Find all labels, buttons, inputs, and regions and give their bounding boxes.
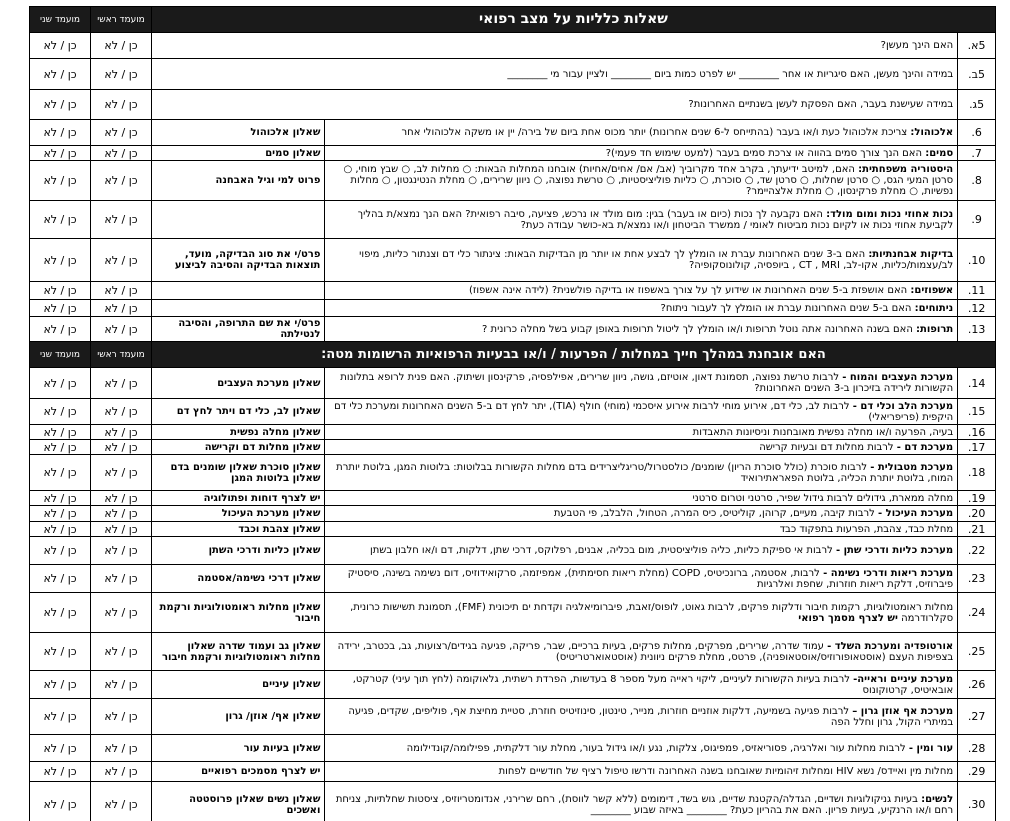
question-text: סמים: האם הנך צורך סמים בהווה או צרכת סמים בעבר (למעט שימוש חד פעמי)? <box>325 146 958 161</box>
question-number: 13. <box>958 317 996 342</box>
answer-primary[interactable]: כן / לא <box>91 161 152 201</box>
answer-secondary[interactable]: כן / לא <box>30 491 91 506</box>
question-number: 24. <box>958 593 996 633</box>
question-number: 8. <box>958 161 996 201</box>
section-header-general <box>30 7 996 33</box>
question-row <box>30 782 996 821</box>
question-number: 5א. <box>958 33 996 59</box>
question-row <box>30 300 996 317</box>
question-number: 6. <box>958 120 996 146</box>
answer-primary[interactable]: כן / לא <box>91 782 152 821</box>
reference-form <box>151 201 324 239</box>
question-number: 11. <box>958 282 996 300</box>
question-number: 15. <box>958 399 996 425</box>
question-text: מערכת אף אוזן גרון – לרבות פגיעה בשמיעה, דלקות אוזניים חוזרות, מנייר, טינטון, סינוזיטיס חוזרת, סטיית מחיצת אף, פוליפים, שקדים, פגיעה במיתרי הקול, גרון וחלל הפה <box>325 699 958 735</box>
question-text: מערכת הלב וכלי דם - לרבות לב, כלי דם, אירוע מוחי לרבות אירוע איסכמי (מוחי) חולף (TIA), יתר לחץ דם ב-5 השנים האחרונות ומערכת כלי דם היקפית (פריפריאלי) <box>325 399 958 425</box>
question-row <box>30 537 996 565</box>
reference-form: שאלון מערכת העיכול <box>151 506 324 522</box>
reference-form <box>151 282 324 300</box>
reference-form: שאלון צהבת וכבד <box>151 522 324 537</box>
question-row <box>30 425 996 440</box>
reference-form: שאלון מחלות דם וקרישה <box>151 440 324 455</box>
answer-secondary[interactable]: כן / לא <box>30 522 91 537</box>
answer-primary[interactable]: כן / לא <box>91 317 152 342</box>
question-number: 21. <box>958 522 996 537</box>
question-row <box>30 671 996 699</box>
col-header-secondary: מועמד שני <box>30 342 91 368</box>
answer-secondary[interactable]: כן / לא <box>30 399 91 425</box>
question-text: אשפוזים: האם אושפזת ב-5 שנים האחרונות או שידוע לך על צורך באשפוז או בדיקה פולשנית? (לידה אינה אשפוז) <box>325 282 958 300</box>
reference-form: פרט/י את שם התרופה, והסיבה לנטילתה <box>151 317 324 342</box>
question-row <box>30 455 996 491</box>
answer-secondary[interactable]: כן / לא <box>30 440 91 455</box>
question-number: 18. <box>958 455 996 491</box>
col-header-primary: מועמד ראשי <box>91 7 152 33</box>
question-text: היסטוריה משפחתית: האם, למיטב ידיעתך, בקרב אחד מקרוביך (אב/ אם/ אחים/אחיות) אובחנו המחלות הבאות: ○ מחלות לב, ○ שבץ מוחי, ○ סרטן המעי הגס, ○ סרטן שחלות, ○ סרטן שד, ○ סוכרת, ○ כליות פוליציסטיות, ○ טרשת נפוצה, ○ ניוון שרירים, ○ מחלת הנטינגטון, ○ מחלות נפשיות, ○ מחלת פרקינסון, ○ מחלת אלצהיימר? <box>325 161 958 201</box>
answer-secondary[interactable]: כן / לא <box>30 33 91 59</box>
reference-form <box>151 300 324 317</box>
answer-primary[interactable]: כן / לא <box>91 699 152 735</box>
question-row <box>30 633 996 671</box>
question-row <box>30 317 996 342</box>
question-row <box>30 282 996 300</box>
question-row <box>30 762 996 782</box>
answer-primary[interactable]: כן / לא <box>91 239 152 282</box>
reference-form: שאלון מערכת העצבים <box>151 368 324 399</box>
question-row <box>30 593 996 633</box>
answer-secondary[interactable]: כן / לא <box>30 161 91 201</box>
question-text: עור ומין - לרבות מחלות עור ואלרגיה, פסוריאזיס, פמפיגוס, צלקות, נגע ו/או גידול בעור, מחלת עור דלקתית, פפילומה/קונדילומה <box>325 735 958 762</box>
question-number: 26. <box>958 671 996 699</box>
answer-primary[interactable]: כן / לא <box>91 90 152 120</box>
reference-form: יש לצרף מסמכים רפואיים <box>151 762 324 782</box>
question-number: 29. <box>958 762 996 782</box>
answer-primary[interactable]: כן / לא <box>91 522 152 537</box>
answer-primary[interactable]: כן / לא <box>91 455 152 491</box>
question-text: מחלות ראומטולוגיות, רקמות חיבור ודלקות פרקים, לרבות גאוט, לופוס/זאבת, פיברומיאלגיה וקדחת ים תיכונית (FMF), תסמונת תשישות כרונית, סקלרודרמה יש לצרף מסמך רפואי <box>325 593 958 633</box>
answer-secondary[interactable]: כן / לא <box>30 90 91 120</box>
answer-primary[interactable]: כן / לא <box>91 368 152 399</box>
answer-secondary[interactable]: כן / לא <box>30 762 91 782</box>
reference-form: פרוט למי וגיל האבחנה <box>151 161 324 201</box>
question-number: 10. <box>958 239 996 282</box>
question-number: 16. <box>958 425 996 440</box>
reference-form: שאלון בעיות עור <box>151 735 324 762</box>
reference-form: שאלון דרכי נשימה/אסטמה <box>151 565 324 593</box>
answer-primary[interactable]: כן / לא <box>91 565 152 593</box>
reference-form: שאלון לב, כלי דם ויתר לחץ דם <box>151 399 324 425</box>
questionnaire-table <box>29 6 996 821</box>
question-text: מחלת כבד, צהבת, הפרעות בתפקוד כבד <box>325 522 958 537</box>
question-row <box>30 440 996 455</box>
reference-form: שאלון נשים שאלון פרוסטטה ואשכים <box>151 782 324 821</box>
question-number: 5ג. <box>958 90 996 120</box>
question-text: בעיה, הפרעה ו/או מחלה נפשית מאובחנות וניסיונות התאבדות <box>325 425 958 440</box>
question-number: 14. <box>958 368 996 399</box>
question-number: 23. <box>958 565 996 593</box>
question-text: מחלות מין ואיידס/ נשא HIV ומחלות זיהומיות שאובחנו בשנה האחרונה ודרשו טיפול רציף של חודשיים לפחות <box>325 762 958 782</box>
question-number: 12. <box>958 300 996 317</box>
answer-primary[interactable]: כן / לא <box>91 671 152 699</box>
question-row <box>30 368 996 399</box>
question-row <box>30 522 996 537</box>
question-row <box>30 161 996 201</box>
answer-primary[interactable]: כן / לא <box>91 59 152 90</box>
question-text: אורטופדיה ומערכת השלד - עמוד שדרה, שרירים, מפרקים, מחלות פרקים, בעיות ברכיים, שבר, פריקה, פגיעה בגידים/רצועות, גב, בכטרב, ירידה בצפיפות העצם (אוסטאופורוזיס/אוסטאופניה), פרטס, מחלת פרקים ניוונית (אוסטאוארטריטיס) <box>325 633 958 671</box>
question-row <box>30 699 996 735</box>
question-row <box>30 90 996 120</box>
answer-secondary[interactable]: כן / לא <box>30 120 91 146</box>
answer-secondary[interactable]: כן / לא <box>30 782 91 821</box>
answer-primary[interactable]: כן / לא <box>91 399 152 425</box>
reference-form: שאלון מחלות ראומטולוגיות ורקמת חיבור <box>151 593 324 633</box>
question-row <box>30 239 996 282</box>
question-text: אלכוהול: צריכת אלכוהול כעת ו/או בעבר (בהתייחס ל-6 שנים אחרונות) יותר מכוס אחת ביום של בירה/ יין או משקה אלכוהולי אחר <box>325 120 958 146</box>
question-text: תרופות: האם בשנה האחרונה אתה נוטל תרופות ו/או הומלץ לך ליטול תרופות באופן קבוע בשל מחלה כרונית ? <box>325 317 958 342</box>
answer-primary[interactable]: כן / לא <box>91 300 152 317</box>
question-number: 7. <box>958 146 996 161</box>
reference-form: שאלון גב ועמוד שדרה שאלון מחלות ראומטולוגיות ורקמת חיבור <box>151 633 324 671</box>
question-text: ניתוחים: האם ב-5 שנים האחרונות עברת או הומלץ לך לעבור ניתוח? <box>325 300 958 317</box>
section-header-diagnoses <box>30 342 996 368</box>
question-text: מערכת העצבים והמוח - לרבות טרשת נפוצה, תסמונת דאון, אוטיזם, גושה, ניוון שרירים, אפילפסיה, פרקינסון ושיתוק. האם פנית לרופא בתלונות הקשורות לירידה בזיכרון ב-3 השנים האחרונות? <box>325 368 958 399</box>
section-title: שאלות כלליות על מצב רפואי <box>151 7 995 33</box>
reference-form: שאלון אלכוהול <box>151 120 324 146</box>
question-number: 20. <box>958 506 996 522</box>
question-row <box>30 399 996 425</box>
answer-primary[interactable]: כן / לא <box>91 762 152 782</box>
answer-primary[interactable]: כן / לא <box>91 633 152 671</box>
answer-primary[interactable]: כן / לא <box>91 593 152 633</box>
reference-form: שאלון עיניים <box>151 671 324 699</box>
question-text: מערכת מטבולית - לרבות סוכרת (כולל סוכרת הריון) שומנים/ כולסטרול/טריגליצרידים בדם מחלות הקשורות בבלוטות: בלוטות המגן, בלוטת יותרת המוח, בלוטת יותרת הכליה, בלוטת הפאראתירואיד <box>325 455 958 491</box>
answer-secondary[interactable]: כן / לא <box>30 239 91 282</box>
question-text: במידה והינך מעשן, האם סיגריות או אחר ________ יש לפרט כמות ביום ________ ולציין עבור מי ________ <box>151 59 957 90</box>
question-text: נכות אחוזי נכות ומום מולד: האם נקבעה לך נכות (כיום או בעבר) בגין: מום מולד או נרכש, פציעה, סיבה רפואית? האם הנך נמצא/ת בהליך לקביעת אחוזי נכות או לקיום נכות מביטוח לאומי / ממשרד הביטחון ו/או נמצא/ת בא-כושר עבודה כעת? <box>325 201 958 239</box>
question-number: 19. <box>958 491 996 506</box>
question-number: 17. <box>958 440 996 455</box>
question-number: 22. <box>958 537 996 565</box>
question-number: 30. <box>958 782 996 821</box>
answer-secondary[interactable]: כן / לא <box>30 735 91 762</box>
answer-primary[interactable]: כן / לא <box>91 537 152 565</box>
answer-secondary[interactable]: כן / לא <box>30 300 91 317</box>
question-row <box>30 201 996 239</box>
question-number: 9. <box>958 201 996 239</box>
reference-form: שאלון סוכרת שאלון שומנים בדם שאלון בלוטות המגן <box>151 455 324 491</box>
question-row <box>30 120 996 146</box>
question-text: מערכת ריאות ודרכי נשימה - לרבות, אסטמה, ברונכיטיס, COPD (מחלת ריאות חסימתית), אמפיזמה, סרקואידוזיס, דום נשימה בשינה, סיסטיק פיברוזיס, דלקת ריאות חוזרות, שחפת ואלרגיות <box>325 565 958 593</box>
question-row <box>30 565 996 593</box>
question-text: מחלה ממארת, גידולים לרבות גידול שפיר, סרטני וטרום סרטני <box>325 491 958 506</box>
section-title: האם אובחנת במהלך חייך במחלות / הפרעות / ו/או בבעיות הרפואיות הרשומות מטה: <box>151 342 995 368</box>
question-number: 25. <box>958 633 996 671</box>
question-text: מערכת העיכול - לרבות קיבה, מעיים, קרוהן, קוליטיס, כיס המרה, הטחול, הלבלב, פי הטבעת <box>325 506 958 522</box>
question-row <box>30 506 996 522</box>
answer-primary[interactable]: כן / לא <box>91 425 152 440</box>
answer-primary[interactable]: כן / לא <box>91 440 152 455</box>
answer-secondary[interactable]: כן / לא <box>30 506 91 522</box>
answer-secondary[interactable]: כן / לא <box>30 146 91 161</box>
question-text: בדיקות אבחנתיות: האם ב-3 שנים האחרונות עברת או הומלץ לך לבצע אחת או יותר מן הבדיקות הבאות: צינתור כלי דם וצנתור כליות, מיפוי לב/עצמות/כליות, אקו-לב, CT , MRI , ביופסיה, קולונוסקופיה? <box>325 239 958 282</box>
answer-primary[interactable]: כן / לא <box>91 201 152 239</box>
question-row <box>30 735 996 762</box>
answer-secondary[interactable]: כן / לא <box>30 455 91 491</box>
reference-form: שאלון סמים <box>151 146 324 161</box>
reference-form: שאלון אף/ אוזן/ גרון <box>151 699 324 735</box>
answer-secondary[interactable]: כן / לא <box>30 565 91 593</box>
question-row <box>30 146 996 161</box>
col-header-secondary: מועמד שני <box>30 7 91 33</box>
reference-form: שאלון כליות ודרכי השתן <box>151 537 324 565</box>
answer-secondary[interactable]: כן / לא <box>30 633 91 671</box>
answer-secondary[interactable]: כן / לא <box>30 368 91 399</box>
question-text: במידה שעישנת בעבר, האם הפסקת לעשן בשנתיים האחרונות? <box>151 90 957 120</box>
question-text: האם הינך מעשן? <box>151 33 957 59</box>
question-text: מערכת כליות ודרכי שתן - לרבות אי ספיקת כליות, כליה פוליציסטית, מום בכליה, אבנים, רפלוקס, דרכי שתן, דלקות, דם ו/או חלבון בשתן <box>325 537 958 565</box>
answer-secondary[interactable]: כן / לא <box>30 59 91 90</box>
reference-form: יש לצרף דוחות ופתולוגיה <box>151 491 324 506</box>
reference-form: שאלון מחלה נפשית <box>151 425 324 440</box>
question-text: לנשים: בעיות גניקולוגיות ושדיים, הגדלה/הקטנת שדיים, גוש בשד, דימומים (ללא קשר לווסת), רחם שרירני, אנדומטריוזיס, ציסטות שחלתיות, צניחת רחם ו/או הרנקיע, בעיות פריון. האם את בהריון כעת? ________ באיזה שבוע ________ <box>325 782 958 821</box>
question-text: מערכת עיניים וראייה- לרבות בעיות הקשורות לעיניים, ליקוי ראייה מעל מספר 8 בעדשות, הפרדת רשתית, גלאוקומה (לחץ תוך עיני) קטרקט, אובאיטיס, קרטוקונוס <box>325 671 958 699</box>
answer-primary[interactable]: כן / לא <box>91 146 152 161</box>
answer-secondary[interactable]: כן / לא <box>30 425 91 440</box>
answer-primary[interactable]: כן / לא <box>91 33 152 59</box>
question-row <box>30 33 996 59</box>
answer-primary[interactable]: כן / לא <box>91 282 152 300</box>
question-number: 27. <box>958 699 996 735</box>
question-row <box>30 59 996 90</box>
question-number: 28. <box>958 735 996 762</box>
answer-secondary[interactable]: כן / לא <box>30 699 91 735</box>
question-text: מערכת דם - לרבות מחלות דם ובעיות קרישה <box>325 440 958 455</box>
col-header-primary: מועמד ראשי <box>91 342 152 368</box>
answer-primary[interactable]: כן / לא <box>91 735 152 762</box>
answer-secondary[interactable]: כן / לא <box>30 593 91 633</box>
answer-secondary[interactable]: כן / לא <box>30 317 91 342</box>
answer-primary[interactable]: כן / לא <box>91 120 152 146</box>
answer-primary[interactable]: כן / לא <box>91 491 152 506</box>
answer-secondary[interactable]: כן / לא <box>30 537 91 565</box>
question-number: 5ב. <box>958 59 996 90</box>
answer-secondary[interactable]: כן / לא <box>30 201 91 239</box>
reference-form: פרט/י את סוג הבדיקה, מועד, תוצאות הבדיקה והסיבה לביצוע <box>151 239 324 282</box>
answer-secondary[interactable]: כן / לא <box>30 282 91 300</box>
answer-primary[interactable]: כן / לא <box>91 506 152 522</box>
answer-secondary[interactable]: כן / לא <box>30 671 91 699</box>
question-row <box>30 491 996 506</box>
